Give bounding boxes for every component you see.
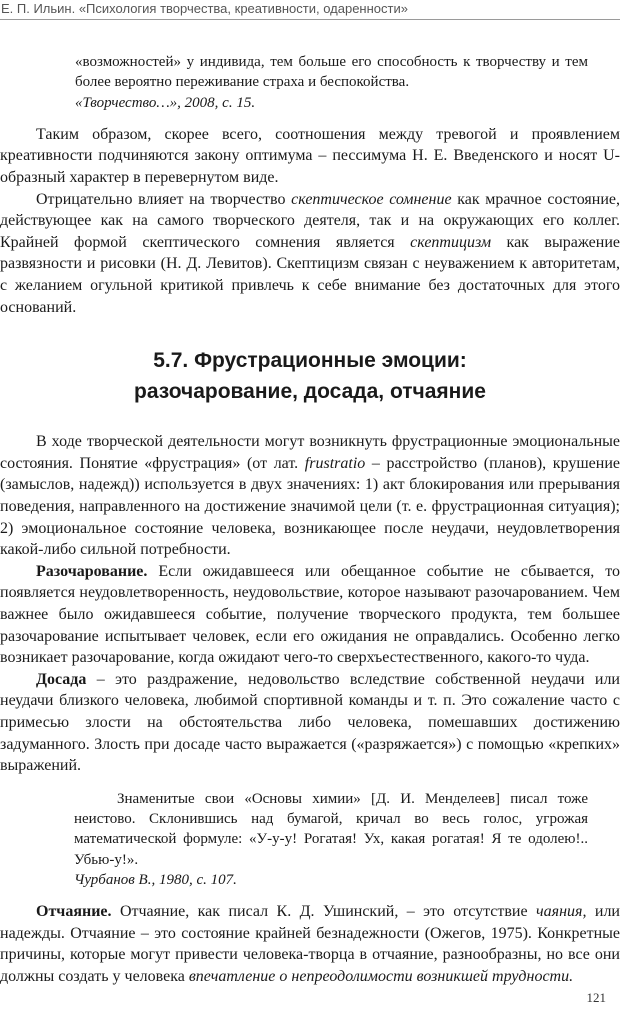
running-head-text: Е. П. Ильин. «Психология творчества, креативности, одаренности» [1, 1, 408, 16]
epigraph-quote [75, 52, 588, 113]
text-run: как выражение развязности и рисовки (Н. Д. Левитов). Скептицизм связан с неуважением к авторитетам, с желанием огульной критикой привлечь к себе внимание без достаточных для этого оснований. [0, 233, 620, 316]
header-rule [0, 19, 620, 20]
text-run: как мрачное состояние, действующее как на самого творческого деятеля, так и на окружающих его коллег. Крайней формой скептического сомнения является [0, 190, 620, 251]
bold-term: Разочарование. [36, 562, 148, 580]
paragraph-optimum: Таким образом, скорее всего, соотношения между тревогой и проявлением креативности подчиняются закону оптимума – пессимума Н. Е. Введенского и носят U-образный характер в перевернутом виде. [0, 125, 620, 187]
quote-source: «Творчество…», 2008, с. 15. [75, 94, 256, 111]
italic-term: frustratio [304, 454, 366, 472]
quote-source: Чурбанов В., 1980, с. 107. [74, 871, 237, 888]
mendeleev-quote [74, 789, 588, 890]
heading-line-1: 5.7. Фрустрационные эмоции: [153, 349, 467, 373]
heading-line-2: разочарование, досада, отчаяние [134, 380, 486, 404]
page-body [0, 52, 620, 988]
italic-term: скептицизм [410, 233, 492, 251]
text-run: или надежды. Отчаяние – это состояние крайней безнадежности (Ожегов, 1975). Конкретные причины, которые могут привести человека-творца в отчаяние, разнообразны, но все они должны создать у человека [0, 903, 620, 985]
paragraph-frustration [0, 431, 620, 561]
section-heading [0, 345, 620, 407]
bold-term: Досада [36, 670, 87, 688]
page-number: 121 [586, 990, 606, 1005]
paragraph-skepticism [0, 189, 620, 319]
paragraph-annoyance [0, 669, 620, 777]
text-run: В ходе творческой деятельности могут возникнуть фрустрационные эмоциональные состояния. Понятие «фрустрация» (от лат. [0, 433, 620, 472]
bold-term: Отчаяние. [36, 903, 112, 921]
paragraph-despair [0, 901, 620, 987]
text-run: – расстройство (планов), крушение (замыслов, надежд)) используется в двух значениях: 1) акт блокирования или прерывания поведения, направленного на достижение значимой цели (т. е. фрустрационная ситуация); 2) эмоциональное состояние человека, возникающее после неудачи, неудовлетворения какой-либо сильной потребности. [0, 454, 620, 559]
italic-term: впечатление о непреодолимости возникшей трудности. [188, 968, 574, 985]
quote-text: Знаменитые свои «Основы химии» [Д. И. Менделеев] писал тоже неистово. Склонившись над бумагой, кричал во весь голос, угрожая математической формуле: «У-у-у! Рогатая! Ух, какая рогатая! Я те одолею!.. Убью-у!». [74, 790, 588, 868]
text-run: Отрицательно влияет на творчество [36, 190, 292, 208]
text-run: Если ожидавшееся или обещанное событие не сбывается, то появляется неудовлетворенность, неудовольствие, которое называют разочарованием. Чем важнее было ожидавшееся событие, получение творческого продукта, тем большее разочарование испытывает человек, если его ожидания не оправдались. Особенно легко возникает разочарование, когда ожидают чего-то сверхъестественного, какого-то чуда. [0, 562, 620, 667]
running-head [0, 0, 620, 20]
text-run: – это раздражение, недовольство вследствие собственной неудачи или неудачи близкого человека, любимой спортивной команды и т. п. Это сожаление часто с примесью злости на обстоятельства либо человека, помешавших достижению задуманного. Злость при досаде часто выражается («разряжается») с помощью «крепких» выражений. [0, 670, 620, 775]
text-run: Отчаяние, как писал К. Д. Ушинский, – это отсутствие [111, 903, 537, 921]
paragraph-disappointment [0, 561, 620, 669]
italic-term: скептическое сомнение [291, 190, 452, 208]
italic-term: чаяния, [536, 903, 587, 921]
quote-text: «возможностей» у индивида, тем больше его способность к творчеству и тем более вероятно переживание страха и беспокойства. [75, 54, 588, 91]
